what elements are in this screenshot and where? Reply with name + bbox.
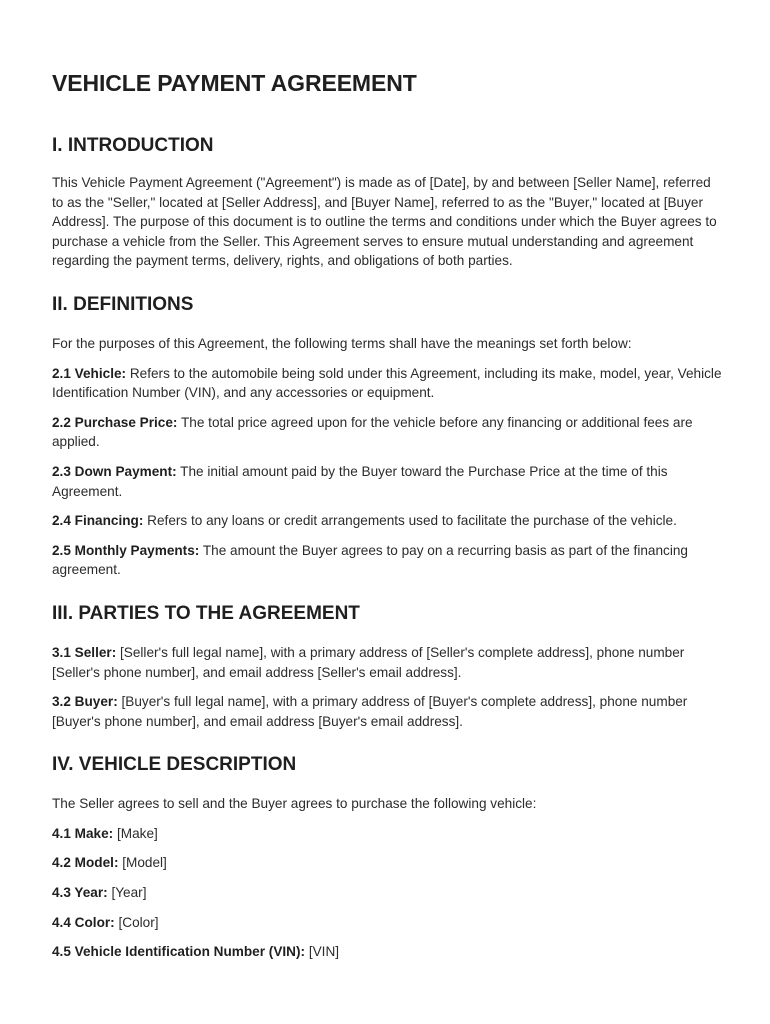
vehicle-field-value: [Make] bbox=[113, 825, 158, 841]
definition-label: 2.3 Down Payment: bbox=[52, 463, 177, 479]
definition-text: The initial amount paid by the Buyer toward the Purchase Price at the time of this Agreement. bbox=[52, 463, 668, 499]
vehicle-field-value: [Color] bbox=[114, 914, 159, 930]
document-title: VEHICLE PAYMENT AGREEMENT bbox=[52, 70, 417, 96]
introduction-section bbox=[52, 135, 722, 271]
vehicle-field-value: [Year] bbox=[107, 885, 147, 901]
vehicle-field-label: 4.1 Make: bbox=[52, 825, 114, 841]
definition-label: 2.2 Purchase Price: bbox=[52, 414, 178, 430]
vehicle-field-label: 4.5 Vehicle Identification Number (VIN): bbox=[52, 944, 306, 960]
vehicle-field-value: [Model] bbox=[118, 855, 167, 871]
vehicle-field-value: [VIN] bbox=[305, 944, 340, 960]
vehicle-field bbox=[52, 942, 722, 962]
definition-item bbox=[52, 462, 722, 501]
party-text: [Buyer's full legal name], with a primary address of [Buyer's complete address], phone number [Buyer's phone number], and email address [Buyer's email address]. bbox=[52, 694, 688, 729]
definition-text: Refers to any loans or credit arrangements used to facilitate the purchase of the vehicle. bbox=[143, 513, 677, 529]
vehicle-field-label: 4.4 Color: bbox=[52, 914, 115, 930]
definition-item bbox=[52, 511, 722, 531]
definition-text: The total price agreed upon for the vehicle before any financing or additional fees are applied. bbox=[52, 414, 693, 450]
vehicle-field-label: 4.3 Year: bbox=[52, 885, 108, 901]
vehicle-description-heading: IV. VEHICLE DESCRIPTION bbox=[52, 754, 297, 776]
vehicle-field bbox=[52, 913, 722, 933]
definition-label: 2.1 Vehicle: bbox=[52, 365, 127, 381]
party-label: 3.2 Buyer: bbox=[52, 694, 118, 710]
party-item bbox=[52, 643, 722, 682]
vehicle-description-lead: The Seller agrees to sell and the Buyer agrees to purchase the following vehicle: bbox=[52, 796, 537, 812]
definition-item bbox=[52, 364, 722, 403]
definition-item bbox=[52, 541, 722, 580]
document-page bbox=[52, 70, 722, 962]
introduction-heading: I. INTRODUCTION bbox=[52, 135, 214, 156]
parties-heading: III. PARTIES TO THE AGREEMENT bbox=[52, 602, 360, 624]
definitions-lead: For the purposes of this Agreement, the following terms shall have the meanings set forth below: bbox=[52, 335, 632, 351]
parties-section bbox=[52, 603, 722, 731]
vehicle-field bbox=[52, 824, 722, 844]
definition-text: Refers to the automobile being sold under this Agreement, including its make, model, year, Vehicle Identification Number (VIN), and any accessories or equipment. bbox=[52, 365, 722, 401]
vehicle-field bbox=[52, 883, 722, 903]
party-label: 3.1 Seller: bbox=[52, 644, 117, 660]
definition-item bbox=[52, 413, 722, 452]
introduction-paragraph: This Vehicle Payment Agreement ("Agreement") is made as of [Date], by and between [Seller Name], referred to as the "Seller," located at [Seller Address], and [Buyer Name], referred to as the "Buyer," located at [Buyer Address]. The purpose of this document is to outline the terms and conditions under which the Buyer agrees to purchase a vehicle from the Seller. This Agreement serves to ensure mutual understanding and agreement regarding the payment terms, delivery, rights, and obligations of both parties. bbox=[52, 175, 717, 269]
party-item bbox=[52, 692, 722, 731]
party-text: [Seller's full legal name], with a primary address of [Seller's complete address], phone number [Seller's phone number], and email address [Seller's email address]. bbox=[52, 644, 685, 680]
vehicle-field-label: 4.2 Model: bbox=[52, 855, 119, 871]
definition-label: 2.4 Financing: bbox=[52, 513, 144, 529]
definitions-section bbox=[52, 294, 722, 580]
definition-text: The amount the Buyer agrees to pay on a recurring basis as part of the financing agreement. bbox=[52, 542, 688, 578]
vehicle-field bbox=[52, 853, 722, 873]
definition-label: 2.5 Monthly Payments: bbox=[52, 542, 200, 558]
definitions-heading: II. DEFINITIONS bbox=[52, 293, 194, 315]
vehicle-description-section bbox=[52, 754, 722, 962]
